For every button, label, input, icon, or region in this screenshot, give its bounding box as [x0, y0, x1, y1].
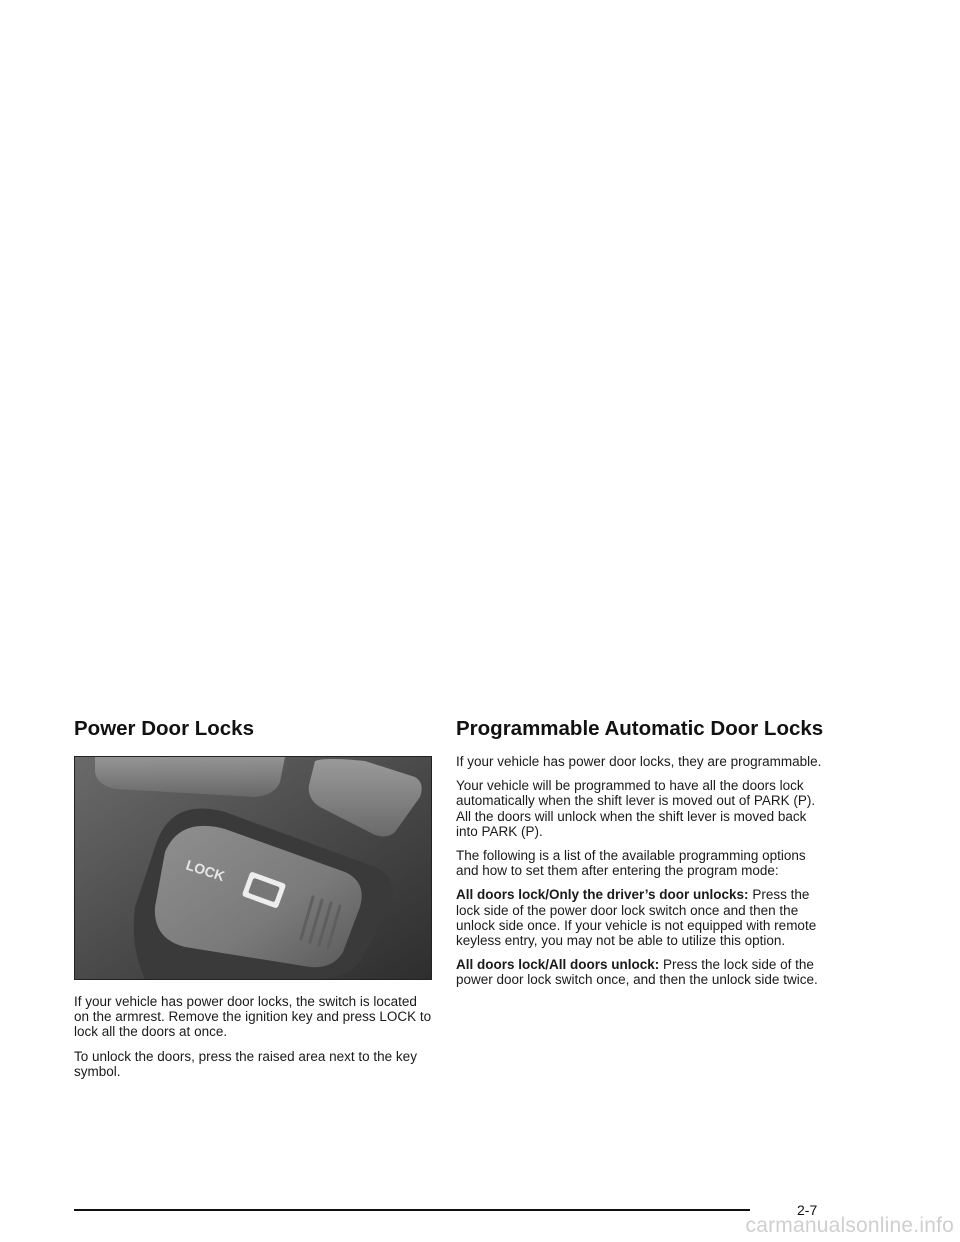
option-paragraph [456, 887, 826, 948]
photo-lock-label: LOCK [184, 856, 227, 885]
option-paragraph [456, 957, 826, 987]
section-heading-programmable-locks: Programmable Automatic Door Locks [456, 717, 824, 740]
paragraph: If your vehicle has power door locks, the switch is located on the armrest. Remove the ignition key and press LOCK to lock all the doors at once. [74, 994, 432, 1040]
watermark: carmanualsonline.info [745, 1214, 954, 1237]
section-heading-power-door-locks: Power Door Locks [74, 717, 254, 740]
paragraph: Your vehicle will be programmed to have all the doors lock automatically when the shift lever is moved out of PARK (P). All the doors will unlock when the shift lever is moved back into PARK (P). [456, 778, 816, 839]
page-number: 2-7 [797, 1202, 818, 1218]
option-label: All doors lock/All doors unlock: [456, 957, 660, 973]
paragraph: If your vehicle has power door locks, they are programmable. [456, 754, 822, 769]
paragraph: To unlock the doors, press the raised area next to the key symbol. [74, 1048, 417, 1079]
option-text: Press the lock side of the power door lock switch once, and then the unlock side twice. [456, 957, 818, 988]
footer-rule [74, 1209, 750, 1211]
option-label: All doors lock/Only the driver’s door unlocks: [456, 887, 749, 903]
option-text: Press the lock side of the power door lock switch once and then the unlock side once. If your vehicle is not equipped with remote keyless entry, you may not be able to utilize this option. [456, 887, 817, 949]
door-lock-switch-photo [74, 756, 432, 980]
right-column [456, 716, 826, 997]
paragraph: The following is a list of the available programming options and how to set them after entering the program mode: [456, 848, 806, 879]
left-column [74, 716, 434, 1088]
